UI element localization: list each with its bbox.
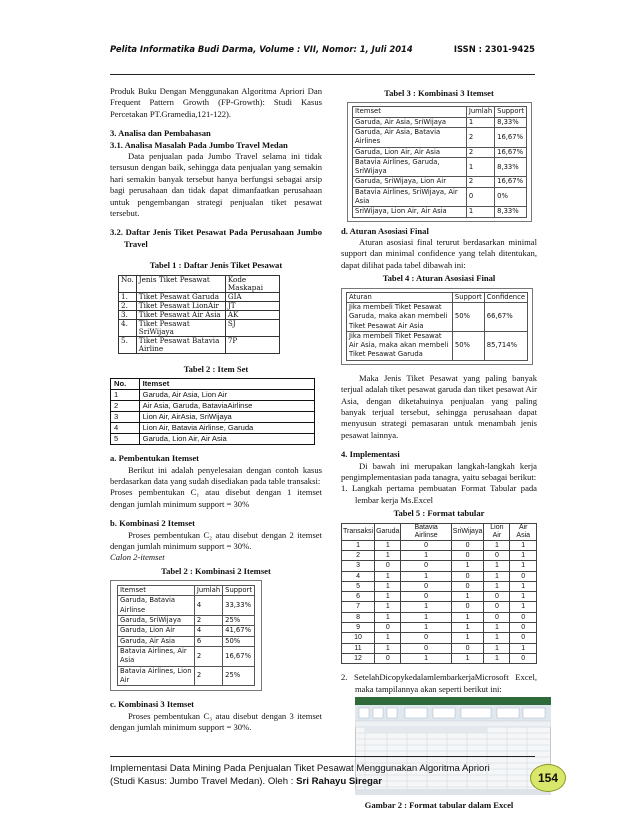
table-cell: 1 [375,643,401,653]
table1-ticket-types [118,275,280,354]
footer [110,762,535,788]
table-cell: 50% [223,636,255,646]
table-cell: 0 [451,581,484,591]
table-cell: 2 [466,128,494,148]
table2-itemset [110,378,315,445]
table-cell: 1 [451,623,484,633]
table-cell: 1 [466,207,494,217]
table-cell: 1 [451,592,484,602]
table-cell: JT [225,301,279,310]
table-cell: Jika membeli Tiket Pesawat Garuda, maka akan membeli Tiket Pesawat Air Asia [347,303,453,332]
table-cell: 9 [342,623,375,633]
table-cell: 1 [510,602,537,612]
table-row [119,310,280,319]
table-cell: SriWijaya, Lion Air, Air Asia [353,207,467,217]
footer-author: Sri Rahayu Siregar [296,776,382,787]
table-cell: Tiket Pesawat Batavia Airline [136,336,225,353]
table-cell: 11 [342,643,375,653]
table-cell: 2 [194,666,222,686]
table-cell: 6 [342,592,375,602]
table-cell: 1 [111,390,140,401]
table-row [353,187,527,207]
table-row [353,147,527,157]
table-cell: Batavia Airlines, Air Asia [118,646,195,666]
table4-caption: Tabel 4 : Aturan Asosiasi Final [382,273,496,284]
section-heading-3: 3. Analisa dan Pembahasan [110,128,211,139]
table-row [342,612,537,622]
table-cell: 1 [375,602,401,612]
table-cell: Garuda, SriWijaya, Lion Air [353,177,467,187]
header-cell: Air Asia [510,523,537,540]
table-cell: 1 [401,612,451,622]
table-cell: GIA [225,292,279,301]
table-cell: 1 [484,571,510,581]
table1-caption: Tabel 1 : Daftar Jenis Tiket Pesawat [149,260,283,271]
table-cell: Garuda, Air Asia, Batavia Airlines [353,128,467,148]
table-cell: 0 [484,592,510,602]
table-cell: 16,67% [495,147,527,157]
footer-line-2-text: (Studi Kasus: Jumbo Travel Medan). Oleh : [110,776,297,787]
table-row [119,336,280,353]
section-heading-4: 4. Implementasi [341,449,400,460]
table-cell: Garuda, Lion Air, Air Asia [139,434,314,445]
table-cell: 1 [451,633,484,643]
table-cell: 1. [119,292,137,301]
table-cell: 1 [375,612,401,622]
table-cell: 4 [111,423,140,434]
table-cell: Jika membeli Tiket Pesawat Air Asia, maka akan membeli Tiket Pesawat Garuda [347,331,453,360]
header-cell: Batavia Airlinse [401,523,451,540]
header-cell: Lion Air [484,523,510,540]
table-cell: 2 [466,177,494,187]
step-2: 2. SetelahDicopykedalamlembarkerjaMicrosoft Excel, maka tampilannya akan seperti berikut ini: [341,672,537,694]
heading-b: b. Kombinasi 2 Itemset [110,518,195,529]
table-cell: 7 [342,602,375,612]
table-cell: 1 [484,653,510,663]
table-row [118,666,255,686]
excel-titlebar [355,697,551,705]
table-row [342,550,537,560]
table-cell: 1 [401,653,451,663]
table-cell: 8,33% [495,117,527,127]
table-row [111,412,315,423]
table-cell: 1 [401,571,451,581]
excel-sheet-tabs [355,789,551,795]
table-header-row [347,292,528,302]
table-cell: Garuda, Lion Air, Air Asia [353,147,467,157]
table-row [342,643,537,653]
header-cell: Support [452,292,484,302]
table-cell: 1 [484,581,510,591]
table-cell: 0 [451,602,484,612]
table-cell: 0 [510,612,537,622]
table-row [353,157,527,177]
table-cell: 10 [342,633,375,643]
table-row [353,207,527,217]
table-cell: Tiket Pesawat LionAir [136,301,225,310]
table-cell: 12 [342,653,375,663]
table-row [111,401,315,412]
table-row [342,581,537,591]
header-cell: Support [495,107,527,117]
table-cell: 1 [510,550,537,560]
table-cell: 0 [401,633,451,643]
paragraph-b2: Calon 2-itemset [110,552,165,563]
table-row [118,626,255,636]
table-cell: AK [225,310,279,319]
table-row [353,128,527,148]
page-number-badge: 154 [530,764,566,792]
section-heading-3-2: 3.2. Daftar Jenis Tiket Pesawat Pada Perusahaan Jumbo Travel [110,227,322,249]
figure2-caption: Gambar 2 : Format tabular dalam Excel [364,800,514,811]
header-cell: Kode Maskapai [225,275,279,292]
heading-d: d. Aturan Asosiasi Final [341,225,429,236]
table-cell: 1 [484,643,510,653]
table-cell: Garuda, Air Asia [118,636,195,646]
table-cell: 4 [194,626,222,636]
footer-line-2 [110,775,535,788]
heading-c: c. Kombinasi 3 Itemset [110,699,195,710]
table-cell: 4. [119,319,137,336]
table4-association-rules [346,292,528,361]
table-row [119,301,280,310]
paragraph-4: Di bawah ini merupakan langkah-langkah kerja pengimplementasian pada tanagra, yaitu sebagai berikut: [341,460,537,483]
header-cell: Transaksi [342,523,375,540]
table3-combination-3 [352,106,527,217]
table-cell: 0 [451,540,484,550]
table-cell: 1 [484,633,510,643]
table-cell: 0 [510,633,537,643]
table-row [342,623,537,633]
table-cell: 5 [111,434,140,445]
table-cell: 2 [466,147,494,157]
table-row [111,434,315,445]
heading-a: a. Pembentukan Itemset [110,453,200,464]
table-header-row [118,586,255,596]
table-cell: 0 [401,540,451,550]
table-cell: Batavia Airlines, Garuda, SriWijaya [353,157,467,177]
table-cell: 4 [342,571,375,581]
table-cell: Tiket Pesawat Air Asia [136,310,225,319]
table-cell: 0 [451,571,484,581]
table-cell: 50% [452,331,484,360]
excel-header-row [365,727,487,733]
table-row [111,390,315,401]
table-cell: 25% [223,666,255,686]
header-cell: Confidence [484,292,527,302]
table-cell: 6 [194,636,222,646]
table-cell: 5 [342,581,375,591]
header-cell: Jumlah [194,586,222,596]
table-cell: Garuda, Air Asia, SriWijaya [353,117,467,127]
table-row [342,540,537,550]
table-cell: Tiket Pesawat Garuda [136,292,225,301]
table-cell: 0 [484,612,510,622]
table-cell: 1 [375,581,401,591]
table-row [111,423,315,434]
table-cell: 1 [375,571,401,581]
table-cell: Batavia Airlines, Lion Air [118,666,195,686]
table-cell: 1 [510,643,537,653]
right-column [341,86,537,815]
table-cell: 1 [401,623,451,633]
table-cell: 0 [401,643,451,653]
table-cell: 50% [452,303,484,332]
table-cell: 0 [375,653,401,663]
table-cell: 66,67% [484,303,527,332]
table-header-row [111,379,315,390]
table2b-frame [110,580,262,691]
table-row [118,596,255,616]
table-row [342,592,537,602]
table-row [353,177,527,187]
table-cell: 0 [375,561,401,571]
table-cell: 33,33% [223,596,255,616]
paragraph-d: Aturan asosiasi final terurut berdasarkan minimal support dan minimal confidence yang telah ditentukan, dapat dilihat pada tabel dibawah ini: [341,237,537,270]
table-cell: 0 [401,592,451,602]
table-cell: Lion Air, Batavia Airlinse, Garuda [139,423,314,434]
table-cell: 0 [401,561,451,571]
header-cell: Itemset [118,586,195,596]
table-cell: 0 [510,623,537,633]
header-cell: SriWijaya [451,523,484,540]
table-cell: Garuda, SriWijaya [118,616,195,626]
table-row [342,602,537,612]
table-cell: 1 [510,561,537,571]
step-1: 1. Langkah pertama pembuatan Format Tabular pada lembar kerja Ms.Excel [341,483,537,505]
intro-paragraph: Produk Buku Dengan Menggunakan Algoritma Apriori Dan Frequent Pattern Growth (FP-Growth): Studi Kasus Percetakan PT.Gramedia,121-122). [110,86,322,119]
table-cell: 16,67% [495,128,527,148]
table-cell: 8 [342,612,375,622]
table-row [119,292,280,301]
table-row [342,633,537,643]
table-cell: Garuda, Lion Air [118,626,195,636]
table-cell: Lion Air, AirAsia, SriWijaya [139,412,314,423]
header-cell: Jumlah [466,107,494,117]
paragraph-a2: Proses pembentukan C₁ atau disebut dengan 1 itemset dengan jumlah minimum support = 30% [110,487,322,509]
table-cell: 0 [466,187,494,207]
table-cell: 2. [119,301,137,310]
table-cell: 1 [484,540,510,550]
footer-rule [110,756,535,757]
table-cell: 0 [451,643,484,653]
table-cell: 0 [510,571,537,581]
table3-caption: Tabel 3 : Kombinasi 3 Itemset [384,88,494,98]
excel-formula-bar [355,721,551,727]
table-cell: 85,714% [484,331,527,360]
table-cell: 1 [451,612,484,622]
table-cell: 0 [375,623,401,633]
table-cell: 25% [223,616,255,626]
table-cell: 3 [342,561,375,571]
table-cell: 2 [342,550,375,560]
table-cell: 1 [510,592,537,602]
table-cell: 2 [194,646,222,666]
table-cell: SJ [225,319,279,336]
table-cell: Batavia Airlines, SriWijaya, Air Asia [353,187,467,207]
table-row [353,117,527,127]
table-cell: 0% [495,187,527,207]
header-cell: Itemset [139,379,314,390]
table-cell: 1 [401,550,451,560]
table4-frame [341,288,533,365]
table-cell: 1 [375,550,401,560]
table-header-row [353,107,527,117]
table-cell: Garuda, Batavia Airlinse [118,596,195,616]
table-cell: 1 [466,117,494,127]
table-cell: 41,67% [223,626,255,636]
table-row [342,571,537,581]
table-cell: 0 [484,550,510,560]
table-row [118,616,255,626]
table-cell: 16,67% [223,646,255,666]
table-row [347,331,528,360]
header-rule [110,74,535,75]
table-cell: 1 [375,633,401,643]
table-cell: 1 [484,623,510,633]
header-cell: No. [111,379,140,390]
table-cell: 0 [451,550,484,560]
section-heading-3-1: 3.1. Analisa Masalah Pada Jumbo Travel Medan [110,139,288,150]
paragraph-3-1: Data penjualan pada Jumbo Travel selama ini tidak tersusun dengan baik, sehingga data penjualan yang semakin hari semakin banyak tersebut hanya berfungsi sebagai arsip bagi perusahaan dan tidak dapat dimanfaatkan perusahaan untuk pengembangan strategi penjualan tiket pesawat tersebut. [110,151,322,219]
table-cell: 1 [451,561,484,571]
table-cell: 1 [375,540,401,550]
footer-line-1: Implementasi Data Mining Pada Penjualan Tiket Pesawat Menggunakan Algoritma Apriori [110,763,490,774]
table5-caption: Tabel 5 : Format tabular [393,508,485,519]
header-cell: Support [223,586,255,596]
paragraph-maka: Maka Jenis Tiket Pesawat yang paling banyak terjual adalah tiket pesawat garuda dan tiket pesawat Air Asia, dengan diketahuinya penjualan yang paling banyak terjual tersebut, sehingga perusahaan dapat menyusun strategi pemasaran untuk menambah jenis pesawat lainnya. [341,372,537,440]
table-cell: 1 [451,653,484,663]
header-cell: No. [119,275,137,292]
table-cell: 0 [401,581,451,591]
table-header-row [119,275,280,292]
table-cell: 8,33% [495,157,527,177]
table-cell: 1 [401,602,451,612]
table-cell: Air Asia, Garuda, BataviaAirlinse [139,401,314,412]
journal-title: Pelita Informatika Budi Darma, Volume : VII, Nomor: 1, Juli 2014 [110,44,413,54]
table2b-caption: Tabel 2 : Kombinasi 2 Itemset [161,565,271,576]
table-cell: Tiket Pesawat SriWijaya [136,319,225,336]
table-cell: 1 [510,581,537,591]
table-row [118,636,255,646]
paragraph-c: Proses pembentukan C₃ atau disebut dengan 3 itemset dengan jumlah minimum support = 30%. [110,710,322,732]
table-cell: 1 [484,561,510,571]
table-cell: 0 [484,602,510,612]
header-cell: Jenis Tiket Pesawat [136,275,225,292]
issn: ISSN : 2301-9425 [453,44,535,54]
header-cell: Aturan [347,292,453,302]
table-cell: 1 [375,592,401,602]
table-cell: 3 [111,412,140,423]
table-row [347,303,528,332]
running-header [110,44,535,58]
table3-frame [347,102,532,221]
table-header-row [342,523,537,540]
table-row [119,319,280,336]
paragraph-a1: Berikut ini adalah penyelesaian dengan contoh kasus berdasarkan data yang sudah disediakan pada table transaksi: [110,464,322,486]
table2b-combination-2 [117,585,255,686]
table-cell: Garuda, Air Asia, Lion Air [139,390,314,401]
table-cell: 3. [119,310,137,319]
table-cell: 1 [466,157,494,177]
table-cell: 8,33% [495,207,527,217]
table5-tabular-format [341,523,537,665]
table-cell: 4 [194,596,222,616]
table-cell: 2 [194,616,222,626]
table-cell: 1 [510,540,537,550]
table2-caption: Tabel 2 : Item Set [183,363,249,374]
paragraph-b1: Proses pembentukan C₂ atau disebut dengan 2 itemset dengan jumlah minimum support = 30%. [110,529,322,551]
table-row [118,646,255,666]
table-row [342,561,537,571]
table-cell: 7P [225,336,279,353]
table-cell: 5. [119,336,137,353]
table-cell: 1 [342,540,375,550]
header-cell: Garuda [375,523,401,540]
table-cell: 16,67% [495,177,527,187]
excel-ribbon-icons [359,708,545,718]
table-row [342,653,537,663]
table-cell: 0 [510,653,537,663]
table-cell: 2 [111,401,140,412]
header-cell: Itemset [353,107,467,117]
left-column [110,86,322,733]
